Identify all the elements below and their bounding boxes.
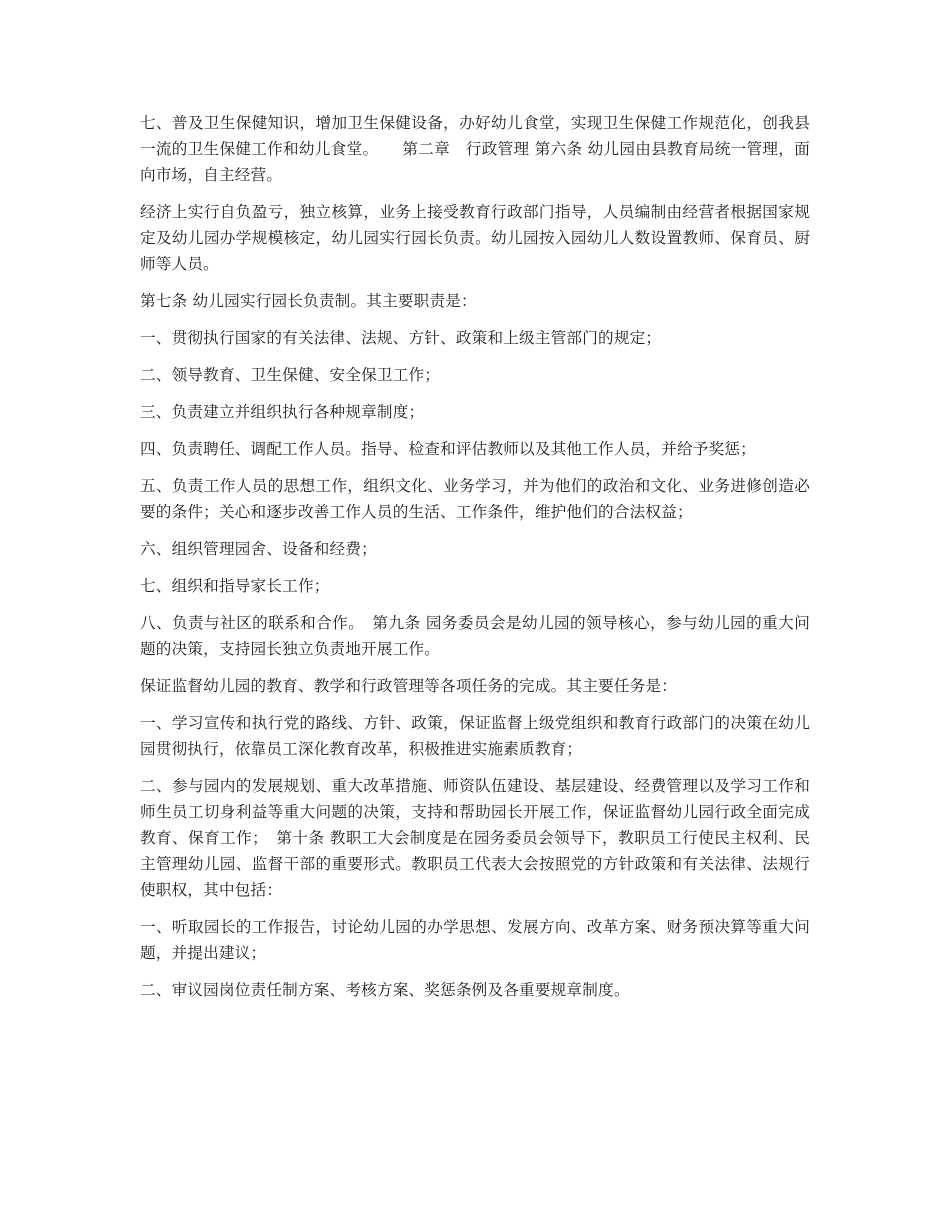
paragraph-11: 八、负责与社区的联系和合作。 第九条 园务委员会是幼儿园的领导核心，参与幼儿园的重大问题的决策，支持园长独立负责地开展工作。 [140,614,810,658]
document-body [140,110,810,1014]
paragraph-1: 七、普及卫生保健知识，增加卫生保健设备，办好幼儿食堂，实现卫生保健工作规范化，创我县一流的卫生保健工作和幼儿食堂。 第二章 行政管理 第六条 幼儿园由县教育局统一管理，面向市场，自主经营。 [140,114,810,184]
paragraph-15: 一、听取园长的工作报告，讨论幼儿园的办学思想、发展方向、改革方案、财务预决算等重大问题，并提出建议； [140,918,810,962]
paragraph-14: 二、参与园内的发展规划、重大改革措施、师资队伍建设、基层建设、经费管理以及学习工作和师生员工切身利益等重大问题的决策，支持和帮助园长开展工作，保证监督幼儿园行政全面完成教育、保育工作； 第十条 教职工大会制度是在园务委员会领导下，教职员工行使民主权利、民主管理幼儿园、监督干部的重要形式。教职员工代表大会按照党的方针政策和有关法律、法规行使职权，其中包括： [140,777,810,899]
paragraph-16: 二、审议园岗位责任制方案、考核方案、奖惩条例及各重要规章制度。 [140,981,630,999]
paragraph-10: 七、组织和指导家长工作； [140,577,330,595]
paragraph-8: 五、负责工作人员的思想工作，组织文化、业务学习，并为他们的政治和文化、业务进修创造必要的条件；关心和逐步改善工作人员的生活、工作条件，维护他们的合法权益； [140,477,810,521]
paragraph-12: 保证监督幼儿园的教育、教学和行政管理等各项任务的完成。其主要任务是： [140,677,677,695]
paragraph-9: 六、组织管理园舍、设备和经费； [140,540,377,558]
paragraph-6: 三、负责建立并组织执行各种规章制度； [140,403,425,421]
paragraph-4: 一、贯彻执行国家的有关法律、法规、方针、政策和上级主管部门的规定； [140,329,662,347]
paragraph-3: 第七条 幼儿园实行园长负责制。其主要职责是： [140,292,477,310]
paragraph-13: 一、学习宣传和执行党的路线、方针、政策，保证监督上级党组织和教育行政部门的决策在幼儿园贯彻执行，依靠员工深化教育改革，积极推进实施素质教育； [140,714,810,758]
paragraph-5: 二、领导教育、卫生保健、安全保卫工作； [140,366,441,384]
paragraph-7: 四、负责聘任、调配工作人员。指导、检查和评估教师以及其他工作人员，并给予奖惩； [140,440,756,458]
paragraph-2: 经济上实行自负盈亏，独立核算，业务上接受教育行政部门指导，人员编制由经营者根据国家规定及幼儿园办学规模核定，幼儿园实行园长负责。幼儿园按入园幼儿人数设置教师、保育员、厨师等人员。 [140,203,810,273]
